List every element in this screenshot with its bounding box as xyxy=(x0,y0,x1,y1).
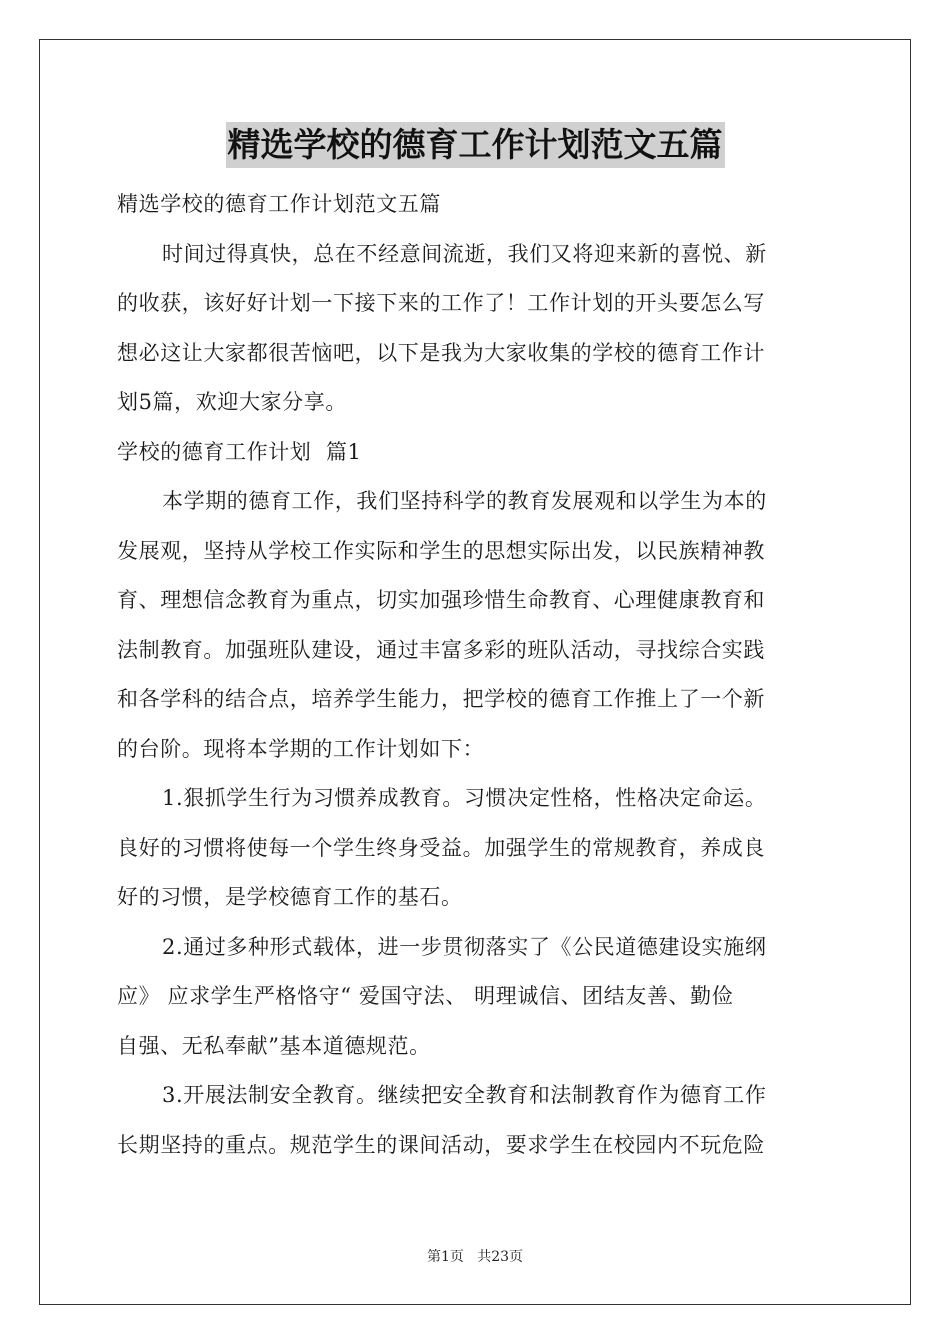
intro-line: 划5篇，欢迎大家分享。 xyxy=(117,390,347,414)
paragraph-line: 育、理想信念教育为重点，切实加强珍惜生命教育、心理健康教育和 xyxy=(117,588,765,612)
page-number-footer: 第1页 共23页 xyxy=(426,1249,524,1265)
intro-line: 想必这让大家都很苦恼吧，以下是我为大家收集的学校的德育工作计 xyxy=(117,340,765,365)
list-item-line: 好的习惯，是学校德育工作的基石。 xyxy=(117,885,463,909)
list-item-line: 自强、无私奉献”基本道德规范。 xyxy=(117,1033,431,1058)
paragraph-line: 发展观，坚持从学校工作实际和学生的思想实际出发，以民族精神教 xyxy=(117,538,765,563)
list-item-line: 2.通过多种形式载体，进一步贯彻落实了《公民道德建设实施纲 xyxy=(162,934,767,959)
list-item-line: 长期坚持的重点。规范学生的课间活动，要求学生在校园内不玩危险 xyxy=(117,1132,765,1157)
title-area xyxy=(0,122,950,168)
paragraph-line: 和各学科的结合点，培养学生能力，把学校的德育工作推上了一个新 xyxy=(117,687,765,711)
list-item-line: 1.狠抓学生行为习惯养成教育。习惯决定性格，性格决定命运。 xyxy=(162,786,767,810)
intro-line: 时间过得真快，总在不经意间流逝，我们又将迎来新的喜悦、新 xyxy=(162,241,767,266)
list-item-line: 良好的习惯将使每一个学生终身受益。加强学生的常规教育，养成良 xyxy=(117,835,765,860)
subtitle-line: 精选学校的德育工作计划范文五篇 xyxy=(117,192,441,216)
document-title: 精选学校的德育工作计划范文五篇 xyxy=(226,122,725,168)
intro-line: 的收获，该好好计划一下接下来的工作了！工作计划的开头要怎么写 xyxy=(117,291,765,315)
list-item-line: 3.开展法制安全教育。继续把安全教育和法制教育作为德育工作 xyxy=(162,1083,767,1107)
section-heading: 学校的德育工作计划 篇1 xyxy=(117,439,362,464)
document-body xyxy=(117,180,833,1170)
list-item-line: 应》 应求学生严格恪守“ 爱国守法、 明理诚信、团结友善、勤俭 xyxy=(117,984,734,1008)
paragraph-line: 法制教育。加强班队建设，通过丰富多彩的班队活动，寻找综合实践 xyxy=(117,637,765,662)
paragraph-line: 的台阶。现将本学期的工作计划如下： xyxy=(117,736,485,761)
paragraph-line: 本学期的德育工作，我们坚持科学的教育发展观和以学生为本的 xyxy=(162,489,767,513)
